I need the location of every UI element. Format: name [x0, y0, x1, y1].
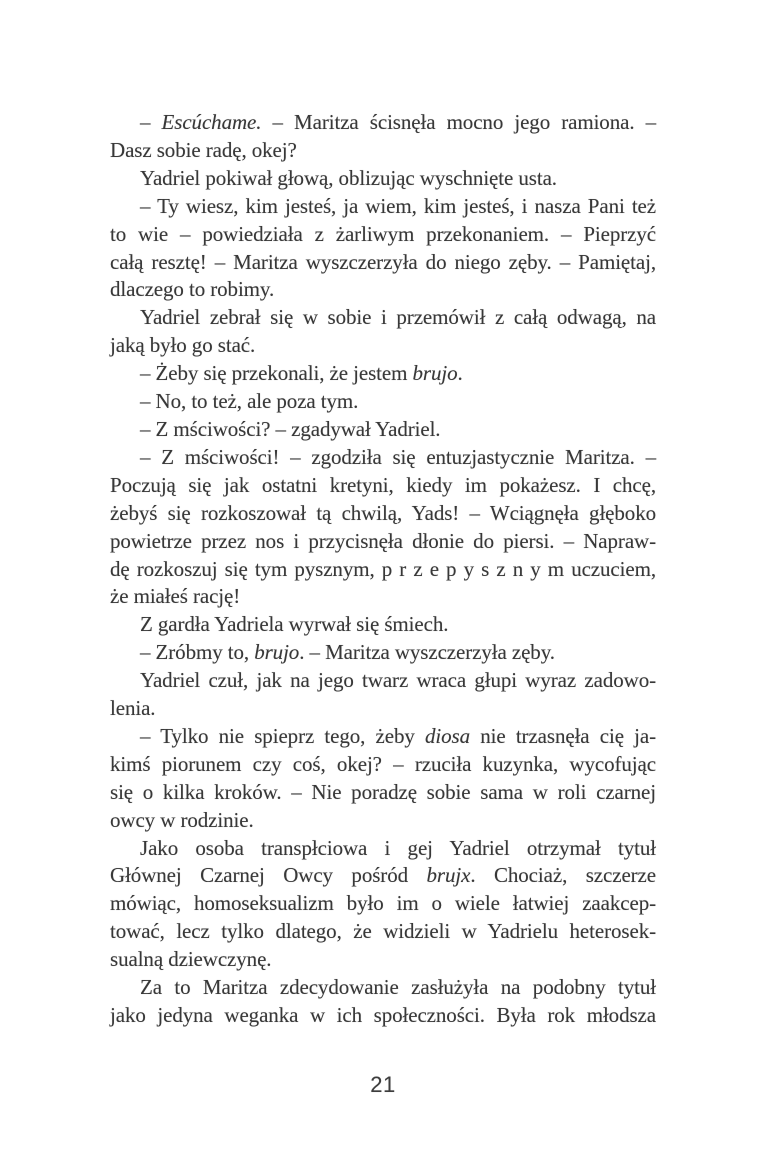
paragraph [110, 639, 656, 667]
text-line [110, 388, 656, 416]
text-line [110, 472, 656, 500]
text-run: jako jedyna weganka w ich społeczności. Była rok młodsza [110, 1003, 656, 1027]
paragraph [110, 109, 656, 165]
text-run: to wie – powiedziała z żarliwym przekonaniem. – Pieprzyć [110, 221, 656, 246]
paragraph [110, 416, 656, 444]
text-run: – Zróbmy to, [140, 640, 255, 665]
italic-text-run: brujo [412, 361, 458, 386]
paragraph [110, 974, 656, 1030]
italic-text-run: brujx [426, 863, 471, 888]
italic-text-run: Escúchame. [161, 110, 262, 134]
text-run: – Ty wiesz, kim jesteś, ja wiem, kim jesteś, i nasza Pani też [140, 193, 656, 218]
text-run: kimś piorunem czy coś, okej? – rzuciła kuzynka, wycofując [110, 751, 656, 776]
text-run: owcy w rodzinie. [110, 807, 254, 832]
text-run: jaką było go stać. [110, 333, 256, 358]
text-line [110, 221, 656, 249]
text-run: – Z mściwości? – zgadywał Yadriel. [140, 416, 441, 441]
text-line [110, 276, 656, 304]
page-number: 21 [370, 1072, 396, 1097]
paragraph [110, 835, 656, 975]
text-run: Yadriel czuł, jak na jego twarz wraca głupi wyraz zadowo- [140, 668, 656, 693]
text-line [110, 835, 656, 863]
page-text [110, 109, 656, 1030]
text-line [110, 583, 656, 611]
text-run: Dasz sobie radę, okej? [110, 137, 297, 162]
paragraph [110, 723, 656, 835]
text-run: Głównej Czarnej Owcy pośród [110, 863, 427, 888]
text-run: Yadriel zebrał się w sobie i przemówił z całą odwagą, na [140, 305, 656, 330]
paragraph [110, 388, 656, 416]
text-line [110, 862, 656, 890]
text-run: Poczują się jak ostatni kretyni, kiedy im pokażesz. I chcę, [110, 472, 656, 497]
text-line [110, 946, 656, 974]
paragraph [110, 360, 656, 388]
text-run: tować, lecz tylko dlatego, że widzieli w Yadrielu heterosek- [110, 919, 656, 944]
text-run: . Chociaż, szczerze [470, 863, 656, 888]
text-run: że miałeś rację! [110, 584, 241, 609]
paragraph [110, 611, 656, 639]
text-line [110, 556, 656, 584]
text-run: Yadriel pokiwał głową, oblizując wyschnięte usta. [140, 165, 557, 190]
paragraph [110, 667, 656, 723]
text-run: całą resztę! – Maritza wyszczerzyła do niego zęby. – Pamiętaj, [110, 249, 656, 274]
text-line [110, 667, 656, 695]
text-line [110, 304, 656, 332]
text-run: – [140, 110, 162, 134]
text-run: . [457, 361, 463, 386]
text-line [110, 416, 656, 444]
italic-text-run: diosa [425, 723, 471, 748]
text-line [110, 528, 656, 556]
text-line [110, 695, 656, 723]
text-line [110, 332, 656, 360]
text-line [110, 360, 656, 388]
text-run: – Żeby się przekonali, że jestem [140, 361, 413, 386]
text-line [110, 444, 656, 472]
text-run: dlaczego to robimy. [110, 277, 275, 302]
text-line [110, 807, 656, 835]
text-run: dę rozkoszuj się tym pysznym, p r z e p y s z n y m uczuciem, [110, 556, 656, 581]
text-line [110, 109, 656, 137]
text-line [110, 639, 656, 667]
paragraph [110, 304, 656, 360]
text-line [110, 918, 656, 946]
text-run: Za to Maritza zdecydowanie zasłużyła na podobny tytuł [140, 975, 656, 1000]
text-line [110, 165, 656, 193]
text-line [110, 500, 656, 528]
text-run: – Maritza ścisnęła mocno jego ramiona. – [261, 110, 656, 134]
text-line [110, 137, 656, 165]
text-run: – Z mściwości! – zgodziła się entuzjastycznie Maritza. – [140, 444, 656, 469]
text-run: się o kilka kroków. – Nie poradzę sobie sama w roli czarnej [110, 779, 656, 804]
text-run: nie trzasnęła cię ja- [470, 723, 657, 748]
text-run: powietrze przez nos i przycisnęła dłonie do piersi. – Napraw- [110, 528, 656, 553]
text-line [110, 890, 656, 918]
text-run: żebyś się rozkoszował tą chwilą, Yads! – Wciągnęła głęboko [110, 500, 656, 525]
text-line [110, 751, 656, 779]
text-line [110, 779, 656, 807]
text-run: mówiąc, homoseksualizm było im o wiele łatwiej zaakcep- [110, 891, 656, 916]
text-line [110, 723, 656, 751]
paragraph [110, 193, 656, 305]
text-line [110, 249, 656, 277]
text-line [110, 974, 656, 1002]
text-run: sualną dziewczynę. [110, 947, 272, 972]
text-line [110, 611, 656, 639]
paragraph [110, 444, 656, 611]
text-run: . – Maritza wyszczerzyła zęby. [299, 640, 555, 665]
text-run: Jako osoba transpłciowa i gej Yadriel otrzymał tytuł [140, 835, 656, 860]
text-line [110, 193, 656, 221]
text-run: – Tylko nie spieprz tego, żeby [140, 723, 425, 748]
text-line [110, 1002, 656, 1030]
paragraph [110, 165, 656, 193]
italic-text-run: brujo [254, 640, 300, 665]
text-run: Z gardła Yadriela wyrwał się śmiech. [140, 612, 449, 637]
text-run: – No, to też, ale poza tym. [140, 389, 359, 414]
text-run: lenia. [110, 696, 156, 721]
